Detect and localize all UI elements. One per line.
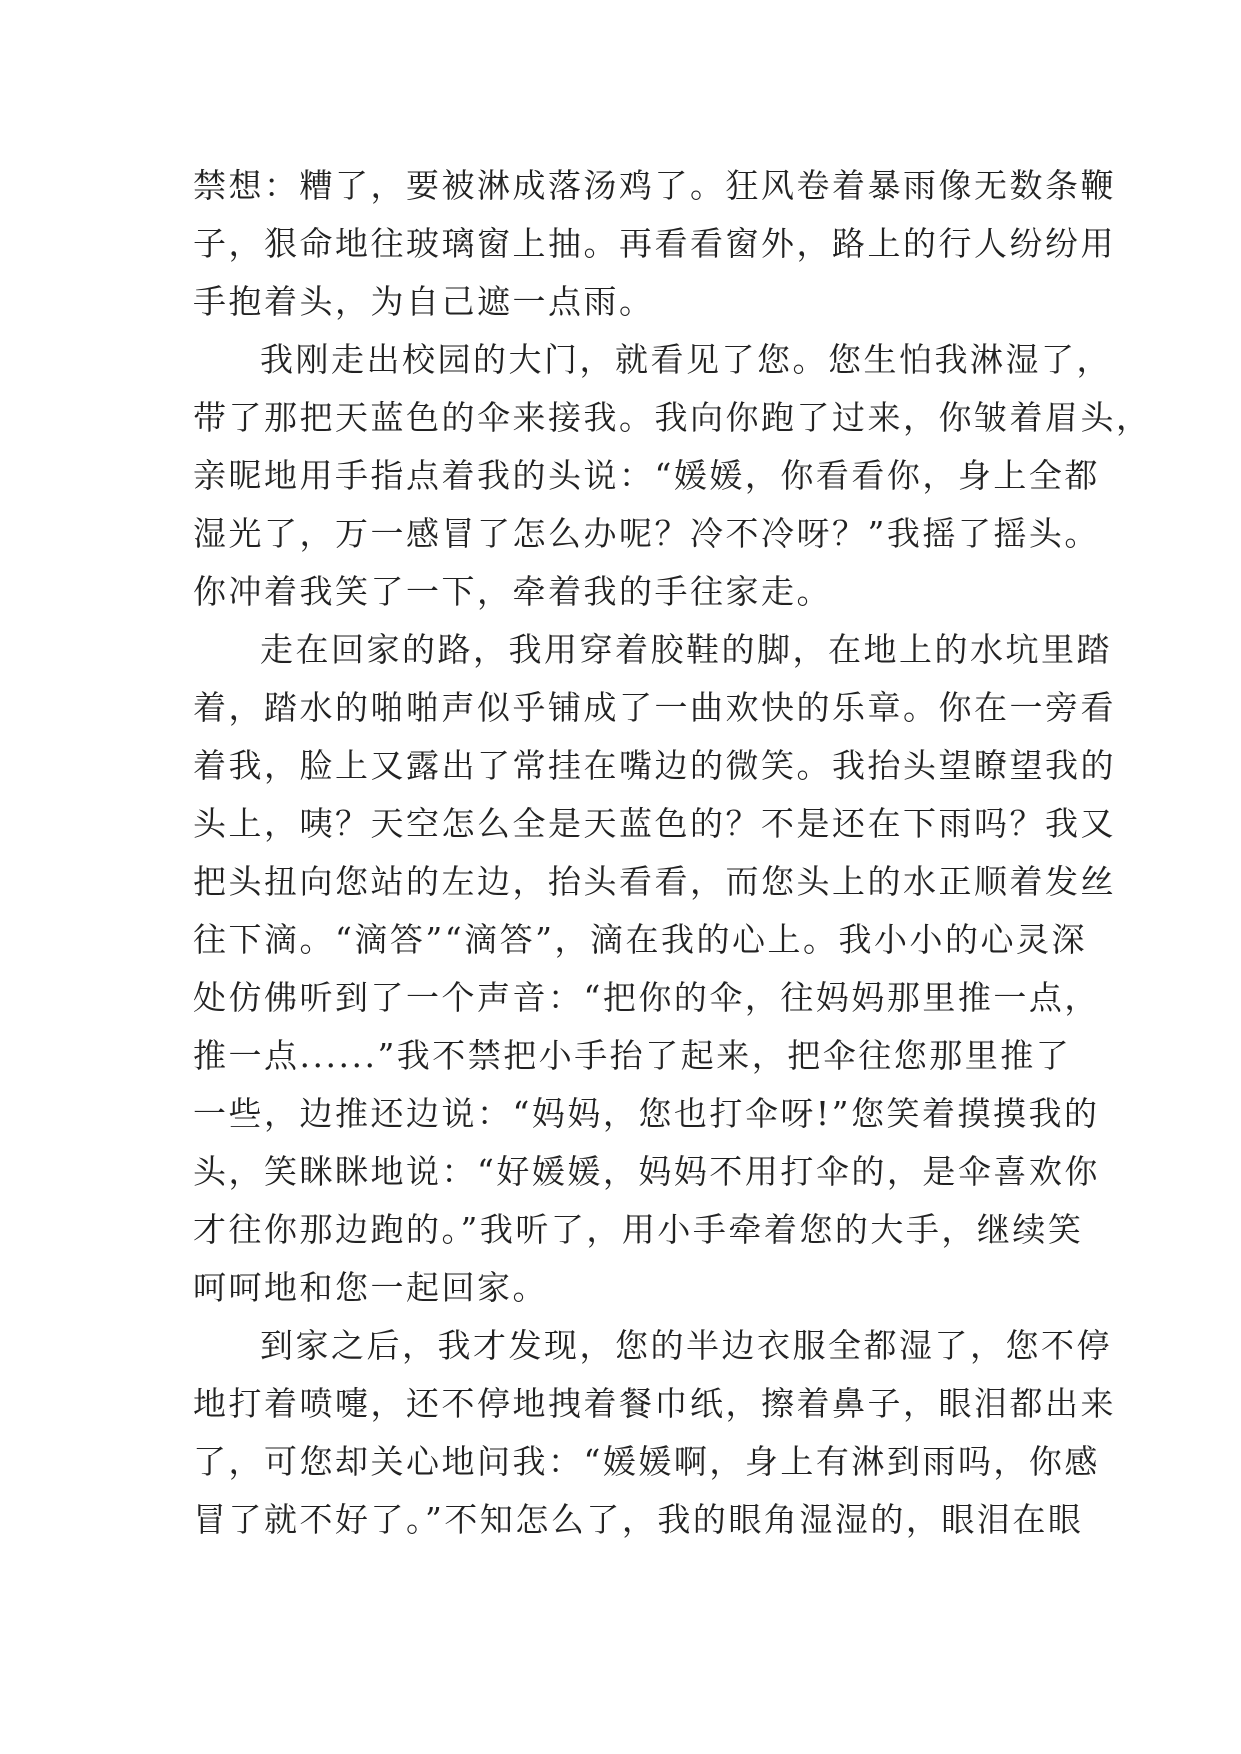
text-line: 冒了就不好了。”不知怎么了，我的眼角湿湿的，眼泪在眼 — [193, 1500, 1084, 1539]
text-line: 子，狠命地往玻璃窗上抽。再看看窗外，路上的行人纷纷用 — [193, 224, 1116, 263]
text-line: 推一点......”我不禁把小手抬了起来，把伞往您那里推了 — [193, 1036, 1072, 1075]
paragraph-2 — [193, 331, 1152, 621]
text-line: 禁想：糟了，要被淋成落汤鸡了。狂风卷着暴雨像无数条鞭 — [193, 166, 1116, 205]
text-line: 手抱着头，为自己遮一点雨。 — [193, 282, 655, 321]
text-line: 把头扭向您站的左边，抬头看看，而您头上的水正顺着发丝 — [193, 862, 1116, 901]
text-line: 呵呵地和您一起回家。 — [193, 1268, 548, 1307]
text-line: 往下滴。“滴答”“滴答”，滴在我的心上。我小小的心灵深 — [193, 920, 1087, 959]
text-line: 湿光了，万一感冒了怎么办呢？冷不冷呀？”我摇了摇头。 — [193, 514, 1100, 553]
text-line: 到家之后，我才发现，您的半边衣服全都湿了，您不停 — [260, 1326, 1112, 1365]
text-line: 我刚走出校园的大门，就看见了您。您生怕我淋湿了， — [260, 340, 1112, 379]
paragraph-1 — [193, 157, 1116, 331]
text-line: 亲昵地用手指点着我的头说：“媛媛，你看看你，身上全都 — [193, 456, 1100, 495]
paragraph-3 — [193, 621, 1116, 1317]
text-line: 走在回家的路，我用穿着胶鞋的脚，在地上的水坑里踏 — [260, 630, 1112, 669]
text-line: 了，可您却关心地问我：“媛媛啊，身上有淋到雨吗，你感 — [193, 1442, 1100, 1481]
text-line: 处仿佛听到了一个声音：“把你的伞，往妈妈那里推一点， — [193, 978, 1100, 1017]
text-line: 头上，咦？天空怎么全是天蓝色的？不是还在下雨吗？我又 — [193, 804, 1116, 843]
text-line: 着，踏水的啪啪声似乎铺成了一曲欢快的乐章。你在一旁看 — [193, 688, 1116, 727]
text-line: 地打着喷嚏，还不停地拽着餐巾纸，擦着鼻子，眼泪都出来 — [193, 1384, 1116, 1423]
paragraph-4 — [193, 1317, 1116, 1549]
text-line: 头，笑眯眯地说：“好媛媛，妈妈不用打伞的，是伞喜欢你 — [193, 1152, 1100, 1191]
text-line: 着我，脸上又露出了常挂在嘴边的微笑。我抬头望瞭望我的 — [193, 746, 1116, 785]
text-line: 你冲着我笑了一下，牵着我的手往家走。 — [193, 572, 832, 611]
text-line: 一些，边推还边说：“妈妈，您也打伞呀!”您笑着摸摸我的 — [193, 1094, 1100, 1133]
text-body — [193, 157, 1152, 1549]
text-line: 带了那把天蓝色的伞来接我。我向你跑了过来，你皱着眉头， — [193, 398, 1152, 437]
text-line: 才往你那边跑的。”我听了，用小手牵着您的大手，继续笑 — [193, 1210, 1084, 1249]
